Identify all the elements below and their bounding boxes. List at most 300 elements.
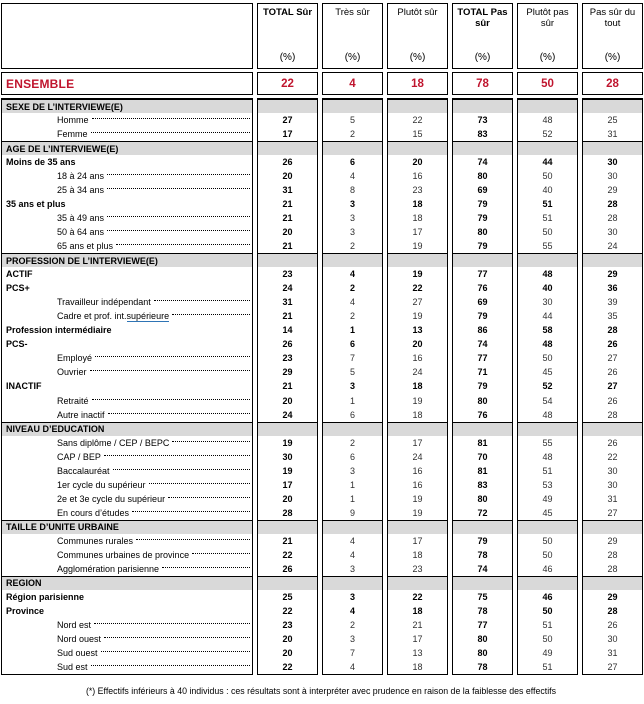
section-band-cell: [518, 99, 577, 113]
value-cell: 76: [477, 283, 488, 294]
dotted-leader: [104, 637, 250, 638]
value-cell: 50: [542, 171, 553, 182]
row-label-text: AGE DE L’INTERVIEWE(E): [6, 143, 119, 154]
row-label-text: INACTIF: [6, 381, 42, 392]
value-cell: 23: [282, 269, 293, 280]
section-band-cell: [583, 422, 642, 436]
value-cell: 2: [349, 241, 355, 252]
value-cell: 21: [282, 241, 293, 252]
value-cell: 6: [349, 409, 355, 420]
row-label: [2, 548, 252, 562]
value-cell: 79: [477, 311, 488, 322]
value-cell: 18: [412, 549, 423, 560]
row-label-text: 35 ans et plus: [6, 199, 66, 210]
value-cell: 18: [412, 199, 423, 210]
column-title: Pas sûr du tout: [589, 7, 636, 30]
value-cell: 30: [542, 297, 553, 308]
value-cell: 24: [412, 451, 423, 462]
row-label-text: Retraité: [57, 395, 89, 406]
row-label-text: Employé: [57, 353, 93, 364]
section-header: [2, 141, 252, 155]
dotted-leader: [94, 623, 250, 624]
value-cell: 21: [282, 311, 293, 322]
row-label: [2, 408, 252, 422]
row-label: [2, 281, 252, 295]
section-band-cell: [388, 253, 447, 267]
dotted-leader: [108, 413, 250, 414]
dotted-leader: [132, 511, 250, 512]
value-cell: 53: [542, 479, 553, 490]
dotted-leader: [136, 539, 250, 540]
column-header-tres-sur: [322, 3, 383, 69]
column-title: TOTAL Sûr: [262, 7, 313, 18]
section-band-cell: [583, 520, 642, 534]
value-cell: 5: [349, 367, 355, 378]
dotted-leader: [116, 244, 250, 245]
row-label-text: 18 à 24 ans: [57, 171, 105, 182]
dotted-leader: [104, 455, 250, 456]
value-cell: 83: [477, 129, 488, 140]
value-cell: 22: [412, 115, 423, 126]
row-label: [2, 506, 252, 520]
value-cell: 17: [412, 437, 423, 448]
section-band-cell: [258, 99, 317, 113]
section-band-cell: [453, 422, 512, 436]
row-label-text: Nord est: [57, 619, 92, 630]
value-cell: 35: [607, 311, 618, 322]
section-band-cell: [388, 576, 447, 590]
section-header: [2, 576, 252, 590]
section-band-cell: [323, 576, 382, 590]
value-cell: 27: [412, 297, 423, 308]
dotted-leader: [192, 553, 250, 554]
value-cell: 28: [282, 507, 293, 518]
column-unit: (%): [344, 52, 361, 63]
dotted-leader: [172, 314, 250, 315]
value-cell: 19: [412, 269, 423, 280]
survey-crosstab-table: [1, 3, 644, 675]
value-cell: 19: [282, 437, 293, 448]
value-cell: 21: [282, 213, 293, 224]
value-cell: 26: [282, 157, 293, 168]
value-cell: 29: [607, 535, 618, 546]
value-cell: 19: [412, 493, 423, 504]
section-band-cell: [388, 520, 447, 534]
value-cell: 18: [412, 381, 423, 392]
row-label-text: Région parisienne: [6, 591, 85, 602]
footnote: (*) Effectifs inférieurs à 40 individus : ces résultats sont à interpréter avec prudence en raison de la faiblesse des effectifs: [85, 686, 557, 696]
dotted-leader: [101, 651, 250, 652]
row-label-text: Province: [6, 605, 45, 616]
value-cell: 26: [607, 619, 618, 630]
value-cell: 20: [282, 395, 293, 406]
value-cell: 20: [412, 157, 423, 168]
value-cell: 19: [282, 465, 293, 476]
row-label-text: Homme: [57, 115, 89, 126]
value-cell: 4: [349, 549, 355, 560]
row-label: [2, 225, 252, 239]
row-label-text: 2e et 3e cycle du supérieur: [57, 493, 166, 504]
value-cell: 27: [607, 507, 618, 518]
column-title: Très sûr: [335, 7, 370, 18]
value-cell: 22: [412, 283, 423, 294]
row-label: [2, 394, 252, 408]
corner-cell: [1, 3, 253, 69]
row-label: [2, 478, 252, 492]
value-cell: 27: [282, 115, 293, 126]
value-cell: 22: [607, 451, 618, 462]
value-cell: 6: [349, 339, 355, 350]
value-cell: 70: [477, 451, 488, 462]
ensemble-value: 18: [387, 72, 448, 95]
section-header: [2, 99, 252, 113]
ensemble-value: 78: [452, 72, 513, 95]
value-cell: 3: [349, 591, 355, 602]
value-cell: 20: [412, 339, 423, 350]
section-band-cell: [453, 141, 512, 155]
value-cell: 4: [349, 297, 355, 308]
value-cell: 73: [477, 115, 488, 126]
row-label-text: Moins de 35 ans: [6, 157, 76, 168]
value-cell: 17: [282, 479, 293, 490]
value-cell: 20: [282, 171, 293, 182]
value-cell: 71: [477, 367, 488, 378]
value-cell: 44: [542, 311, 553, 322]
value-cell: 29: [282, 367, 293, 378]
section-band-cell: [323, 520, 382, 534]
section-band-cell: [323, 141, 382, 155]
section-band-cell: [453, 253, 512, 267]
value-cell: 18: [412, 213, 423, 224]
value-cell: 51: [542, 465, 553, 476]
value-cell: 3: [349, 465, 355, 476]
dotted-leader: [91, 665, 250, 666]
value-cell: 74: [477, 563, 488, 574]
body-value-column-total-sur: [257, 98, 318, 675]
body-value-column-plutot-pas-sur: [517, 98, 578, 675]
section-band-cell: [258, 141, 317, 155]
row-label: [2, 562, 252, 576]
column-unit: (%): [539, 52, 556, 63]
value-cell: 8: [349, 185, 355, 196]
value-cell: 25: [607, 115, 618, 126]
value-cell: 28: [607, 549, 618, 560]
value-cell: 3: [349, 381, 355, 392]
row-label-text: Baccalauréat: [57, 465, 110, 476]
value-cell: 69: [477, 185, 488, 196]
row-label-text: REGION: [6, 578, 42, 589]
row-label: [2, 436, 252, 450]
section-band-cell: [583, 576, 642, 590]
value-cell: 2: [349, 129, 355, 140]
value-cell: 31: [607, 647, 618, 658]
row-label: [2, 337, 252, 351]
value-cell: 4: [349, 535, 355, 546]
row-label-text: 65 ans et plus: [57, 241, 114, 252]
value-cell: 27: [607, 661, 618, 672]
value-cell: 19: [412, 311, 423, 322]
value-cell: 13: [412, 647, 423, 658]
value-cell: 23: [282, 619, 293, 630]
value-cell: 3: [349, 199, 355, 210]
column-header-total-sur: [257, 3, 318, 69]
row-label-text: Profession intermédiaire: [6, 325, 112, 336]
value-cell: 40: [542, 185, 553, 196]
value-cell: 30: [607, 157, 618, 168]
value-cell: 22: [282, 605, 293, 616]
value-cell: 50: [542, 535, 553, 546]
value-cell: 3: [349, 227, 355, 238]
value-cell: 17: [412, 227, 423, 238]
row-label-text: 25 à 34 ans: [57, 185, 105, 196]
section-band-cell: [518, 141, 577, 155]
dotted-leader: [91, 132, 250, 133]
dotted-leader: [107, 216, 250, 217]
section-header: [2, 422, 252, 436]
value-cell: 28: [607, 605, 618, 616]
value-cell: 52: [542, 129, 553, 140]
value-cell: 46: [542, 591, 553, 602]
section-band-cell: [453, 576, 512, 590]
value-cell: 3: [349, 563, 355, 574]
row-label-text: Communes rurales: [57, 535, 134, 546]
column-title: TOTAL Pas sûr: [457, 7, 508, 30]
value-cell: 3: [349, 213, 355, 224]
value-cell: 2: [349, 619, 355, 630]
column-header-pas-sur-du-tout: [582, 3, 643, 69]
value-cell: 28: [607, 563, 618, 574]
section-band-cell: [323, 99, 382, 113]
dotted-leader: [154, 300, 250, 301]
value-cell: 1: [349, 493, 355, 504]
value-cell: 50: [542, 633, 553, 644]
value-cell: 17: [412, 535, 423, 546]
value-cell: 80: [477, 633, 488, 644]
value-cell: 80: [477, 647, 488, 658]
value-cell: 28: [607, 199, 618, 210]
value-cell: 17: [282, 129, 293, 140]
value-cell: 58: [542, 325, 553, 336]
value-cell: 80: [477, 227, 488, 238]
row-label-text: Travailleur indépendant: [57, 297, 151, 308]
dotted-leader: [90, 370, 250, 371]
value-cell: 6: [349, 157, 355, 168]
value-cell: 50: [542, 605, 553, 616]
dotted-leader: [95, 356, 250, 357]
value-cell: 77: [477, 619, 488, 630]
value-cell: 24: [412, 367, 423, 378]
section-band-cell: [323, 253, 382, 267]
value-cell: 80: [477, 493, 488, 504]
column-title: Plutôt pas sûr: [526, 7, 569, 30]
value-cell: 7: [349, 647, 355, 658]
value-cell: 55: [542, 437, 553, 448]
value-cell: 29: [607, 269, 618, 280]
value-cell: 27: [607, 353, 618, 364]
value-cell: 46: [542, 563, 553, 574]
value-cell: 77: [477, 353, 488, 364]
value-cell: 16: [412, 465, 423, 476]
value-cell: 49: [542, 647, 553, 658]
body-label-column: [1, 98, 253, 675]
section-band-cell: [518, 422, 577, 436]
row-label: [2, 211, 252, 225]
value-cell: 30: [607, 465, 618, 476]
row-label-text: Cadre et prof. int.: [57, 311, 127, 322]
value-cell: 1: [349, 395, 355, 406]
value-cell: 20: [282, 227, 293, 238]
row-label: [2, 239, 252, 253]
value-cell: 15: [412, 129, 423, 140]
column-header-plutot-sur: [387, 3, 448, 69]
value-cell: 79: [477, 241, 488, 252]
value-cell: 26: [607, 367, 618, 378]
value-cell: 4: [349, 661, 355, 672]
column-title: Plutôt sûr: [397, 7, 438, 18]
value-cell: 51: [542, 661, 553, 672]
section-band-cell: [323, 422, 382, 436]
dotted-leader: [92, 399, 250, 400]
value-cell: 20: [282, 493, 293, 504]
row-label: [2, 113, 252, 127]
dotted-leader: [149, 483, 250, 484]
column-unit: (%): [279, 52, 296, 63]
row-label-text: 50 à 64 ans: [57, 227, 105, 238]
row-label: [2, 464, 252, 478]
value-cell: 9: [349, 507, 355, 518]
value-cell: 4: [349, 605, 355, 616]
row-label: [2, 590, 252, 604]
row-label: [2, 534, 252, 548]
value-cell: 21: [282, 381, 293, 392]
row-label-text: En cours d’études: [57, 507, 130, 518]
value-cell: 29: [607, 185, 618, 196]
section-band-cell: [388, 141, 447, 155]
value-cell: 16: [412, 479, 423, 490]
value-cell: 21: [412, 619, 423, 630]
value-cell: 74: [477, 157, 488, 168]
value-cell: 31: [282, 185, 293, 196]
value-cell: 17: [412, 633, 423, 644]
row-label-text: NIVEAU D’EDUCATION: [6, 424, 105, 435]
section-header: [2, 253, 252, 267]
dotted-leader: [172, 441, 250, 442]
ensemble-value: 28: [582, 72, 643, 95]
value-cell: 28: [607, 213, 618, 224]
dotted-leader: [92, 118, 250, 119]
row-label: [2, 632, 252, 646]
section-band-cell: [258, 576, 317, 590]
value-cell: 24: [282, 409, 293, 420]
ensemble-value: 50: [517, 72, 578, 95]
value-cell: 23: [412, 563, 423, 574]
value-cell: 21: [282, 199, 293, 210]
value-cell: 18: [412, 661, 423, 672]
row-label-text: PROFESSION DE L’INTERVIEWE(E): [6, 255, 158, 266]
row-label-text: Communes urbaines de province: [57, 549, 190, 560]
dotted-leader: [107, 188, 250, 189]
dotted-leader: [107, 174, 250, 175]
value-cell: 13: [412, 325, 423, 336]
value-cell: 28: [607, 409, 618, 420]
value-cell: 28: [607, 325, 618, 336]
value-cell: 80: [477, 395, 488, 406]
section-band-cell: [388, 422, 447, 436]
value-cell: 26: [607, 437, 618, 448]
value-cell: 18: [412, 605, 423, 616]
row-label-text: Sud est: [57, 661, 88, 672]
value-cell: 77: [477, 269, 488, 280]
row-label: [2, 183, 252, 197]
value-cell: 24: [282, 283, 293, 294]
value-cell: 79: [477, 535, 488, 546]
section-header: [2, 520, 252, 534]
value-cell: 23: [282, 353, 293, 364]
section-band-cell: [258, 422, 317, 436]
row-label: [2, 660, 252, 674]
column-unit: (%): [409, 52, 426, 63]
section-band-cell: [258, 520, 317, 534]
section-band-cell: [518, 253, 577, 267]
value-cell: 22: [282, 549, 293, 560]
row-label: [2, 492, 252, 506]
value-cell: 27: [607, 381, 618, 392]
value-cell: 39: [607, 297, 618, 308]
value-cell: 18: [412, 409, 423, 420]
value-cell: 25: [282, 591, 293, 602]
value-cell: 4: [349, 171, 355, 182]
value-cell: 23: [412, 185, 423, 196]
value-cell: 75: [477, 591, 488, 602]
ensemble-row-label: ENSEMBLE: [1, 72, 253, 95]
value-cell: 81: [477, 465, 488, 476]
value-cell: 48: [542, 269, 553, 280]
section-band-cell: [583, 141, 642, 155]
value-cell: 51: [542, 199, 553, 210]
row-label-text: Ouvrier: [57, 367, 87, 378]
value-cell: 2: [349, 437, 355, 448]
value-cell: 14: [282, 325, 293, 336]
row-label-text: Agglomération parisienne: [57, 563, 160, 574]
value-cell: 30: [607, 633, 618, 644]
value-cell: 54: [542, 395, 553, 406]
value-cell: 50: [542, 353, 553, 364]
value-cell: 1: [349, 325, 355, 336]
value-cell: 26: [607, 395, 618, 406]
row-label: [2, 267, 252, 281]
row-label: [2, 197, 252, 211]
value-cell: 78: [477, 549, 488, 560]
row-label: [2, 646, 252, 660]
value-cell: 45: [542, 507, 553, 518]
value-cell: 2: [349, 311, 355, 322]
value-cell: 30: [282, 451, 293, 462]
column-header-plutot-pas-sur: [517, 3, 578, 69]
row-label: [2, 295, 252, 309]
value-cell: 22: [282, 661, 293, 672]
dotted-leader: [162, 567, 250, 568]
value-cell: 31: [607, 129, 618, 140]
row-label: [2, 323, 252, 337]
row-label-text: Sud ouest: [57, 647, 98, 658]
value-cell: 50: [542, 549, 553, 560]
row-label: [2, 379, 252, 393]
value-cell: 19: [412, 507, 423, 518]
value-cell: 74: [477, 339, 488, 350]
value-cell: 6: [349, 451, 355, 462]
value-cell: 78: [477, 605, 488, 616]
value-cell: 48: [542, 451, 553, 462]
